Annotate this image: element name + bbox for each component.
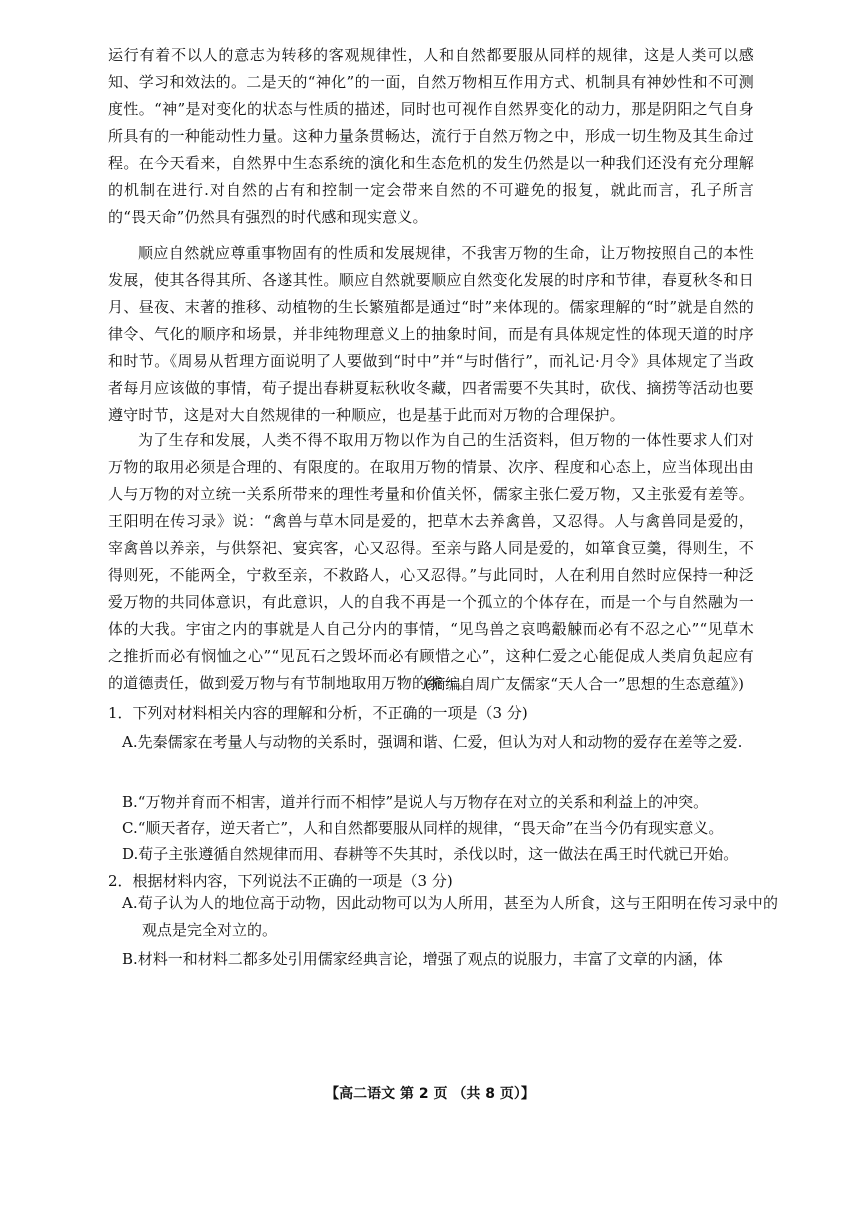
question-1-option-c: C.“顺天者存，逆天者亡”，人和自然都要服从同样的规律，“畏天命”在当今仍有现实意义。 — [122, 819, 724, 837]
question-2-stem: 2．根据材料内容，下列说法不正确的一项是（3 分) — [108, 872, 453, 890]
question-1-stem: 1．下列对材料相关内容的理解和分析，不正确的一项是（3 分) — [108, 704, 528, 722]
passage-paragraph-3: 为了生存和发展，人类不得不取用万物以作为自己的生活资料，但万物的一体性要求人们对万物的取用必须是合理的、有限度的。在取用万物的情景、次序、程度和心态上，应当体现出由人与万物的对立统一关系所带来的理性考量和价值关怀，儒家主张仁爱万物，又主张爱有差等。王阳明在传习录》说：“禽兽与草木同是爱的，把草木去养禽兽，又忍得。人与禽兽同是爱的，宰禽兽以养亲，与供祭祀、宴宾客，心又忍得。至亲与路人同是爱的，如箪食豆羹，得则生，不得则死，不能两全，宁救至亲，不救路人，心又忍得。”与此同时，人在利用自然时应保持一种泛爱万物的共同体意识，有此意识，人的自我不再是一个孤立的个体存在，而是一个与自然融为一体的大我。宇宙之内的事就是人自己分内的事情，“见鸟兽之哀鸣觳觫而必有不忍之心”“见草木之推折而必有悯恤之心”“见瓦石之毁坏而必有顾惜之心”，这种仁爱之心能促成人类肩负起应有的道德责任，做到爱万物与有节制地取用万物的统一。 — [108, 431, 754, 692]
question-1-option-a: A.先秦儒家在考量人与动物的关系时，强调和谐、仁爱，但认为对人和动物的爱存在差等之爱. — [122, 733, 743, 751]
passage-source: (摘编自周广友儒家“天人合一”思想的生态意蕴》) — [424, 675, 744, 693]
page-footer: 【高二语文 第 2 页 （共 8 页）】 — [325, 1086, 535, 1102]
question-1-option-b: B.“万物并育而不相害，道并行而不相悖”是说人与万物存在对立的关系和利益上的冲突。 — [122, 793, 709, 811]
question-2-option-a: A.荀子认为人的地位高于动物，因此动物可以为人所用，甚至为人所食，这与王阳明在传习录中的观点是完全对立的。 — [122, 894, 778, 939]
question-1-option-d: D.荀子主张遵循自然规律而用、春耕等不失其时，杀伐以时，这一做法在禹王时代就已开始。 — [122, 845, 739, 863]
passage-paragraph-1: 运行有着不以人的意志为转移的客观规律性，人和自然都要服从同样的规律，这是人类可以感知、学习和效法的。二是天的“神化”的一面，自然万物相互作用方式、机制具有神妙性和不可测度性。“神”是对变化的状态与性质的描述，同时也可视作自然界变化的动力，那是阴阳之气自身所具有的一种能动性力量。这种力量条贯畅达，流行于自然万物之中，形成一切生物及其生命过程。在今天看来，自然界中生态系统的演化和生态危机的发生仍然是以一种我们还没有充分理解的机制在进行.对自然的占有和控制一定会带来自然的不可避免的报复，就此而言，孔子所言的“畏天命”仍然具有强烈的时代感和现实意义。 — [108, 46, 754, 226]
question-2-option-b: B.材料一和材料二都多处引用儒家经典言论，增强了观点的说服力，丰富了文章的内涵，体 — [122, 950, 723, 968]
passage-paragraph-2: 顺应自然就应尊重事物固有的性质和发展规律，不我害万物的生命，让万物按照自己的本性发展，使其各得其所、各遂其性。顺应自然就要顺应自然变化发展的时序和节律，春夏秋冬和日月、昼夜、末著的推移、动植物的生长繁殖都是通过“时”来体现的。儒家理解的“时”就是自然的律令、气化的顺序和场景，并非纯物理意义上的抽象时间，而是有具体规定性的体现天道的时序和时节。《周易从哲理方面说明了人要做到“时中”并“与时偕行”，而礼记·月令》具体规定了当政者每月应该做的事情，荀子提出春耕夏耘秋收冬藏，四者需要不失其时，砍伐、摘捞等活动也要遵守时节，这是对大自然规律的一种顺应，也是基于此而对万物的合理保护。 — [108, 244, 754, 424]
